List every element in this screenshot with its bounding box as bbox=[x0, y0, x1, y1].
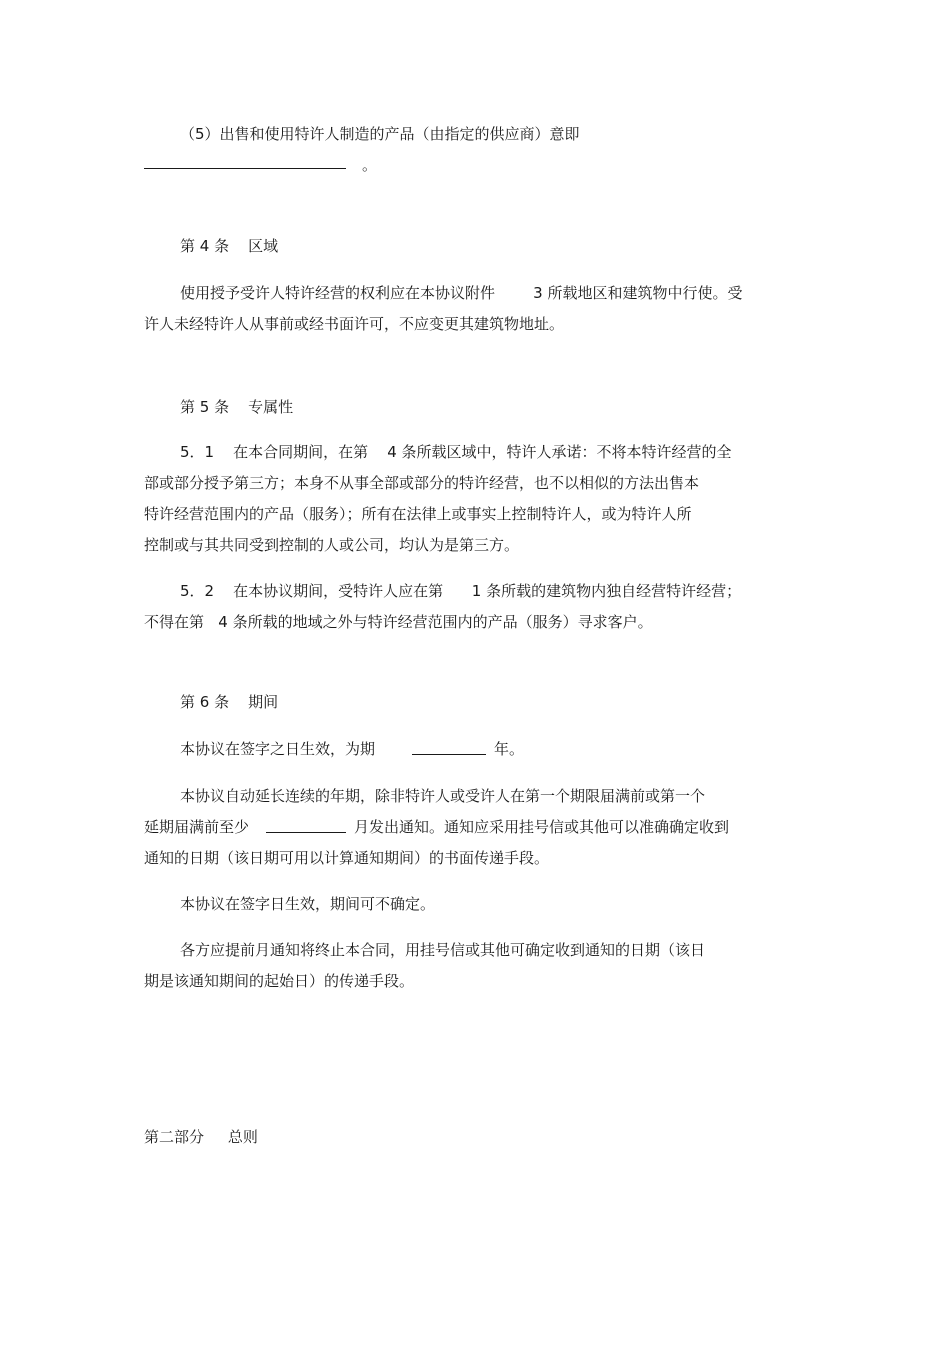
article-5-1-line-3: 特许经营范围内的产品（服务）；所有在法律上或事实上控制特许人，或为特许人所 bbox=[144, 505, 692, 523]
blank-line-supplier bbox=[144, 168, 346, 169]
article-6-renewal-line-1: 本协议自动延长连续的年期，除非特许人或受许人在第一个期限届满前或第一个 bbox=[180, 787, 706, 805]
article-6-term-unit: 年。 bbox=[494, 740, 525, 758]
clause-3-item-5: （5）出售和使用特许人制造的产品（由指定的供应商）意即 bbox=[180, 125, 580, 143]
article-6-renewal-line-2a: 延期届满前至少 bbox=[144, 818, 250, 836]
article-5-2-line-1: 5．2 在本协议期间，受特许人应在第 1 条所载的建筑物内独自经营特许经营； bbox=[180, 582, 742, 600]
article-4-text-line-2: 许人未经特许人从事前或经书面许可，不应变更其建筑物地址。 bbox=[144, 315, 565, 333]
blank-line-years bbox=[412, 754, 486, 755]
clause-3-item-5-end: 。 bbox=[362, 156, 378, 174]
article-5-1-line-1: 5．1 在本合同期间，在第 4 条所载区域中，特许人承诺：不将本特许经营的全 bbox=[180, 443, 732, 461]
article-6-renewal-line-3: 通知的日期（该日期可用以计算通知期间）的书面传递手段。 bbox=[144, 849, 550, 867]
blank-line-months bbox=[266, 832, 346, 833]
article-6-renewal-line-2b: 月发出通知。通知应采用挂号信或其他可以准确确定收到 bbox=[354, 818, 730, 836]
article-6-indefinite: 本协议在签字日生效，期间可不确定。 bbox=[180, 895, 436, 913]
article-4-heading: 第 4 条 区域 bbox=[180, 237, 279, 255]
article-5-1-line-2: 部或部分授予第三方；本身不从事全部或部分的特许经营，也不以相似的方法出售本 bbox=[144, 474, 700, 492]
article-5-2-line-2: 不得在第 4 条所载的地域之外与特许经营范围内的产品（服务）寻求客户。 bbox=[144, 613, 653, 631]
article-6-term-text: 本协议在签字之日生效，为期 bbox=[180, 740, 376, 758]
part-two-heading: 第二部分 总则 bbox=[144, 1128, 258, 1146]
article-5-heading: 第 5 条 专属性 bbox=[180, 398, 294, 416]
article-4-text-line-1: 使用授予受许人特许经营的权利应在本协议附件 3 所载地区和建筑物中行使。受 bbox=[180, 284, 743, 302]
article-5-1-line-4: 控制或与其共同受到控制的人或公司，均认为是第三方。 bbox=[144, 536, 520, 554]
article-6-termination-line-1: 各方应提前月通知将终止本合同，用挂号信或其他可确定收到通知的日期（该日 bbox=[180, 941, 706, 959]
article-6-termination-line-2: 期是该通知期间的起始日）的传递手段。 bbox=[144, 972, 415, 990]
article-6-heading: 第 6 条 期间 bbox=[180, 693, 279, 711]
